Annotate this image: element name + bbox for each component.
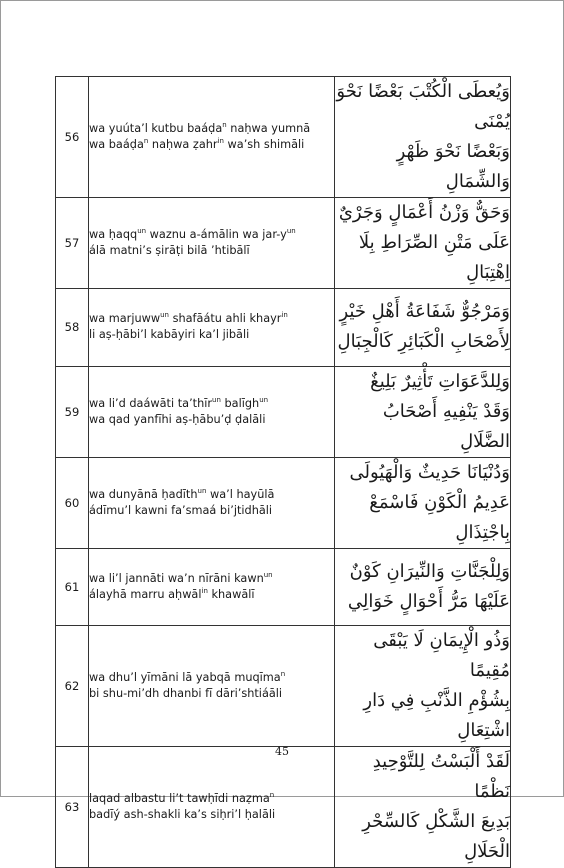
transliteration-text: wa’sh shimāli <box>223 138 305 151</box>
transliteration-text: wa ḥaqq <box>89 228 138 241</box>
transliteration-line <box>89 121 334 137</box>
verse-arabic <box>335 548 511 626</box>
transliteration-line <box>89 487 334 503</box>
arabic-line: بَدِيعَ الشَّكْلِ كَالسِّحْرِ الْحَلَالِ <box>362 811 510 863</box>
verse-arabic <box>335 626 511 747</box>
verse-arabic <box>335 289 511 367</box>
verse-transliteration <box>89 198 335 289</box>
transliteration-text: wa dhu’l yīmāni lā yabqā muqīma <box>89 671 281 685</box>
verse-row <box>56 289 511 367</box>
arabic-line: وَيُعطَى الْكُتْبَ بَعْضًا نَحْوَ يُمْنَى <box>336 81 510 132</box>
verse-row <box>56 457 511 548</box>
arabic-line: وَحَقٌّ وَزْنُ أَعْمَالٍ وَجَرْيٌ <box>338 202 510 223</box>
verse-number: 58 <box>56 289 89 367</box>
transliteration-line <box>89 311 334 327</box>
arabic-line: وَذُو الْإِيمَانِ لَا يَبْقَى مُقِيمًا <box>373 630 510 682</box>
arabic-line: وَمَرْجُوٌّ شَفَاعَةُ أَهْلِ خَيْرٍ <box>339 301 510 323</box>
verse-number: 62 <box>56 626 89 747</box>
verse-number: 57 <box>56 198 89 289</box>
transliteration-text: laqad albastu li’t tawḥīdi naẓma <box>89 792 270 806</box>
tanwin-superscript: n <box>280 670 286 679</box>
arabic-line: وَلِلدَّعَوَاتِ تَأْثِيرٌ بَلِيغٌ <box>370 370 510 392</box>
tanwin-superscript: n <box>269 791 275 800</box>
transliteration-text: naḥwa yumnā <box>226 122 311 135</box>
transliteration-line <box>89 503 334 519</box>
transliteration-line <box>89 807 334 823</box>
transliteration-text: waznu a-ámālin wa jar-y <box>146 228 287 241</box>
verse-number: 60 <box>56 457 89 548</box>
tanwin-superscript: un <box>197 486 207 495</box>
tanwin-superscript: un <box>286 227 296 236</box>
transliteration-text: wa yuúta’l kutbu baáḍa <box>89 122 223 135</box>
transliteration-line <box>89 587 334 603</box>
transliteration-line <box>89 412 334 428</box>
transliteration-text: li aṣ-ḥābi’l kabāyiri ka’l jibāli <box>89 328 250 342</box>
transliteration-text: wa marjuww <box>89 312 161 326</box>
transliteration-text: badīý ash-shakli ka’s siḥri’l ḥalāli <box>89 808 276 822</box>
transliteration-line <box>89 791 334 807</box>
arabic-line: عَلَى مَتْنِ الصِّرَاطِ بِلَا اِهْتِبَالِ <box>358 232 510 283</box>
transliteration-text: shafāátu ahli khayr <box>168 312 282 326</box>
verse-transliteration <box>89 289 335 367</box>
transliteration-line <box>89 686 334 702</box>
tanwin-superscript: n <box>222 121 227 130</box>
verse-row <box>56 548 511 626</box>
verse-arabic <box>335 457 511 548</box>
transliteration-line <box>89 243 334 259</box>
tanwin-superscript: n <box>143 137 149 146</box>
transliteration-text: wa li’l jannāti wa’n nīrāni kawn <box>89 571 264 585</box>
transliteration-line <box>89 327 334 343</box>
verse-transliteration <box>89 366 335 457</box>
tanwin-superscript: in <box>217 137 224 146</box>
page-number: 45 <box>275 745 289 758</box>
transliteration-text: wa qad yanfīhi aṣ-ḥābu’ḍ ḍalāli <box>89 412 266 426</box>
tanwin-superscript: un <box>263 571 273 580</box>
verse-number: 59 <box>56 366 89 457</box>
arabic-line: وَبَعْضًا نَحْوَ ظَهْرٍ وَالشِّمَالِ <box>396 141 510 192</box>
transliteration-text: wa baáḍa <box>89 138 144 151</box>
transliteration-text: álā matni’s ṣirāṭi bilā ’htibālī <box>89 244 250 257</box>
verse-arabic <box>335 77 511 198</box>
verse-row <box>56 366 511 457</box>
transliteration-line <box>89 571 334 587</box>
transliteration-line <box>89 670 334 686</box>
transliteration-text: bi shu-mi’dh dhanbi fī dāri’shtiáāli <box>89 687 283 701</box>
verse-arabic <box>335 366 511 457</box>
transliteration-text: khawālī <box>207 587 255 601</box>
verse-number: 56 <box>56 77 89 198</box>
verse-number: 61 <box>56 548 89 626</box>
verse-arabic <box>335 747 511 868</box>
verse-transliteration <box>89 77 335 198</box>
tanwin-superscript: un <box>212 395 221 404</box>
transliteration-text: naḥwa ẓahr <box>148 138 218 151</box>
verse-transliteration <box>89 747 335 868</box>
transliteration-line <box>89 396 334 412</box>
tanwin-superscript: in <box>201 587 208 596</box>
transliteration-line <box>89 227 334 243</box>
verse-row <box>56 747 511 868</box>
arabic-line: وَقَدْ يَنْفِيهِ أَصْحَابُ الضَّلَالِ <box>382 400 510 452</box>
transliteration-text: balīgh <box>220 396 260 410</box>
transliteration-text: wa dunyānā ḥadīth <box>89 487 198 501</box>
tanwin-superscript: un <box>160 311 169 320</box>
tanwin-superscript: un <box>137 227 147 236</box>
transliteration-line <box>89 137 334 153</box>
tanwin-superscript: in <box>281 311 288 320</box>
verse-row <box>56 77 511 198</box>
arabic-line: لَقَدْ أَلْبَسْتُ لِلتَّوْحِيدِ نَظْمًا <box>372 751 510 803</box>
transliteration-text: wa li’d daáwāti ta’thīr <box>89 396 213 410</box>
verse-arabic <box>335 198 511 289</box>
verse-row <box>56 198 511 289</box>
verse-transliteration <box>89 626 335 747</box>
transliteration-text: álayhā marru aḥwāl <box>89 587 202 601</box>
arabic-line: بِشُؤْمِ الذَّنْبِ فِي دَارِ اشْتِعَالِ <box>363 690 510 742</box>
verse-number: 63 <box>56 747 89 868</box>
arabic-line: عَلَيْهَا مَرُّ أَحْوَالٍ خَوَالِي <box>347 590 510 612</box>
verse-transliteration <box>89 457 335 548</box>
tanwin-superscript: un <box>259 395 269 404</box>
arabic-line: وَدُنْيَانَا حَدِيثٌ وَالْهَيُولَى <box>349 461 510 483</box>
transliteration-text: wa’l hayūlā <box>206 487 275 501</box>
arabic-line: وَلِلْجَنَّاتِ وَالنِّيرَانِ كَوْنٌ <box>349 560 510 582</box>
arabic-line: عَدِيمُ الْكَوْنِ فَاسْمَعْ بِاجْتِذَالِ <box>369 491 510 543</box>
transliteration-text: ádīmu’l kawni fa’smaá bi’jtidhāli <box>89 503 273 517</box>
verse-row <box>56 626 511 747</box>
arabic-line: لِأَصْحَابِ الْكَبَائِرِ كَالْجِبَالِ <box>337 331 510 353</box>
verse-transliteration <box>89 548 335 626</box>
